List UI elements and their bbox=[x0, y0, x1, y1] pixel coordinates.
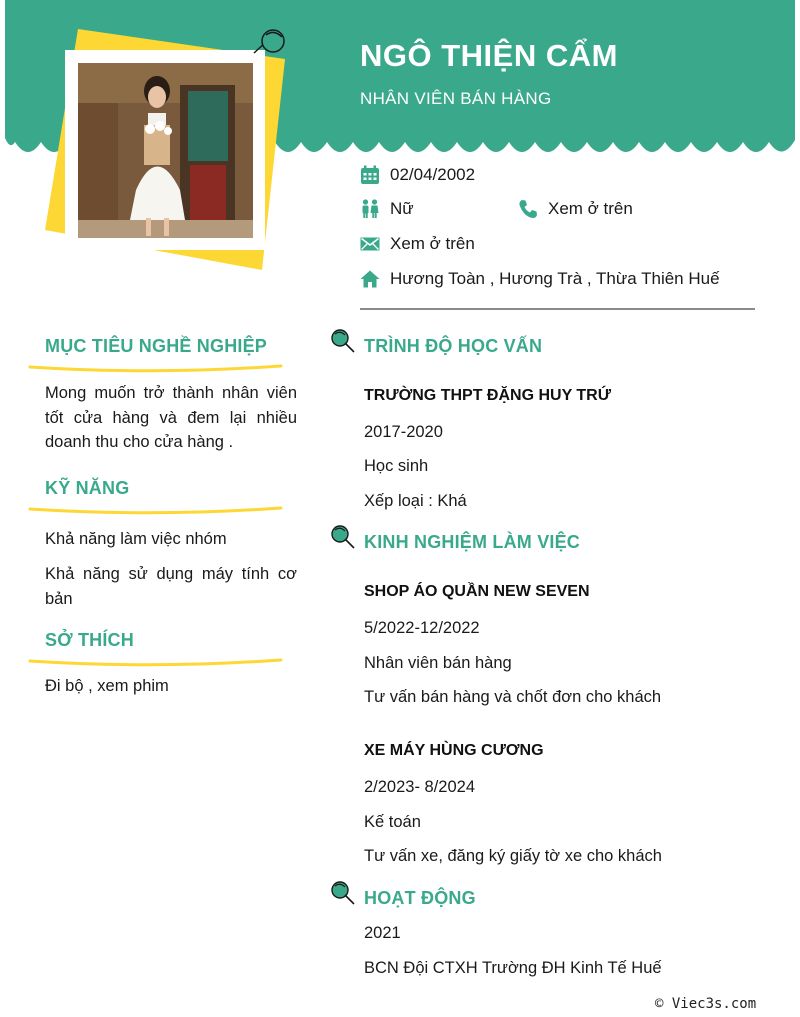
pushpin-icon bbox=[329, 523, 357, 551]
education-period: 2017-2020 bbox=[364, 423, 443, 441]
contact-address bbox=[360, 269, 720, 289]
job-description: Tư vấn xe, đăng ký giấy tờ xe cho khách bbox=[364, 847, 662, 865]
activity-description: BCN Đội CTXH Trường ĐH Kinh Tế Huế bbox=[364, 959, 662, 977]
activity-year: 2021 bbox=[364, 924, 401, 942]
phone-icon bbox=[518, 199, 538, 219]
hobbies-heading: SỞ THÍCH bbox=[45, 630, 134, 650]
skills-heading: KỸ NĂNG bbox=[45, 478, 130, 498]
pushpin-icon bbox=[329, 879, 357, 907]
education-grade: Xếp loại : Khá bbox=[364, 492, 467, 510]
pushpin-icon bbox=[329, 327, 357, 355]
hobbies-text: Đi bộ , xem phim bbox=[45, 677, 169, 695]
objective-underline bbox=[28, 362, 283, 374]
birthday-value: 02/04/2002 bbox=[390, 165, 476, 184]
job-position: Nhân viên bán hàng bbox=[364, 654, 512, 672]
job-position: Kế toán bbox=[364, 813, 421, 831]
job-period: 2/2023- 8/2024 bbox=[364, 778, 476, 796]
phone-value: Xem ở trên bbox=[548, 199, 633, 218]
gender-icon bbox=[360, 199, 380, 219]
job-company: SHOP ÁO QUẦN NEW SEVEN bbox=[364, 583, 590, 600]
contact-email bbox=[360, 234, 475, 254]
contact-divider bbox=[360, 308, 755, 310]
footer-credit: © Viec3s.com bbox=[655, 996, 757, 1012]
home-icon bbox=[360, 269, 380, 289]
profile-photo bbox=[78, 63, 253, 238]
job-company: XE MÁY HÙNG CƯƠNG bbox=[364, 742, 544, 759]
job-title: NHÂN VIÊN BÁN HÀNG bbox=[360, 89, 552, 108]
address-value: Hương Toàn , Hương Trà , Thừa Thiên Huế bbox=[390, 269, 720, 288]
experience-heading: KINH NGHIỆM LÀM VIỆC bbox=[364, 532, 581, 552]
candidate-name: NGÔ THIỆN CẨM bbox=[360, 38, 618, 73]
job-period: 5/2022-12/2022 bbox=[364, 619, 480, 637]
activities-heading: HOẠT ĐỘNG bbox=[364, 888, 476, 908]
job-description: Tư vấn bán hàng và chốt đơn cho khách bbox=[364, 688, 662, 706]
skills-underline bbox=[28, 504, 283, 516]
school-name: TRƯỜNG THPT ĐẶNG HUY TRỨ bbox=[364, 387, 612, 404]
education-heading: TRÌNH ĐỘ HỌC VẤN bbox=[364, 336, 543, 356]
objective-heading: MỤC TIÊU NGHỀ NGHIỆP bbox=[45, 336, 268, 356]
email-icon bbox=[360, 234, 380, 254]
gender-value: Nữ bbox=[390, 199, 414, 218]
contact-phone bbox=[518, 199, 633, 219]
skill-item: Khả năng sử dụng máy tính cơ bản bbox=[45, 565, 297, 608]
objective-text: Mong muốn trở thành nhân viên tốt cửa hàng và đem lại nhiều doanh thu cho cửa hàng . bbox=[45, 384, 297, 451]
profile-photo-frame bbox=[40, 25, 300, 275]
email-value: Xem ở trên bbox=[390, 234, 475, 253]
contact-birthday bbox=[360, 165, 475, 185]
education-role: Học sinh bbox=[364, 457, 429, 475]
skill-item: Khả năng làm việc nhóm bbox=[45, 530, 227, 548]
contact-gender bbox=[360, 199, 414, 219]
calendar-icon bbox=[360, 165, 380, 185]
hobbies-underline bbox=[28, 656, 283, 668]
pushpin-icon bbox=[254, 30, 284, 53]
